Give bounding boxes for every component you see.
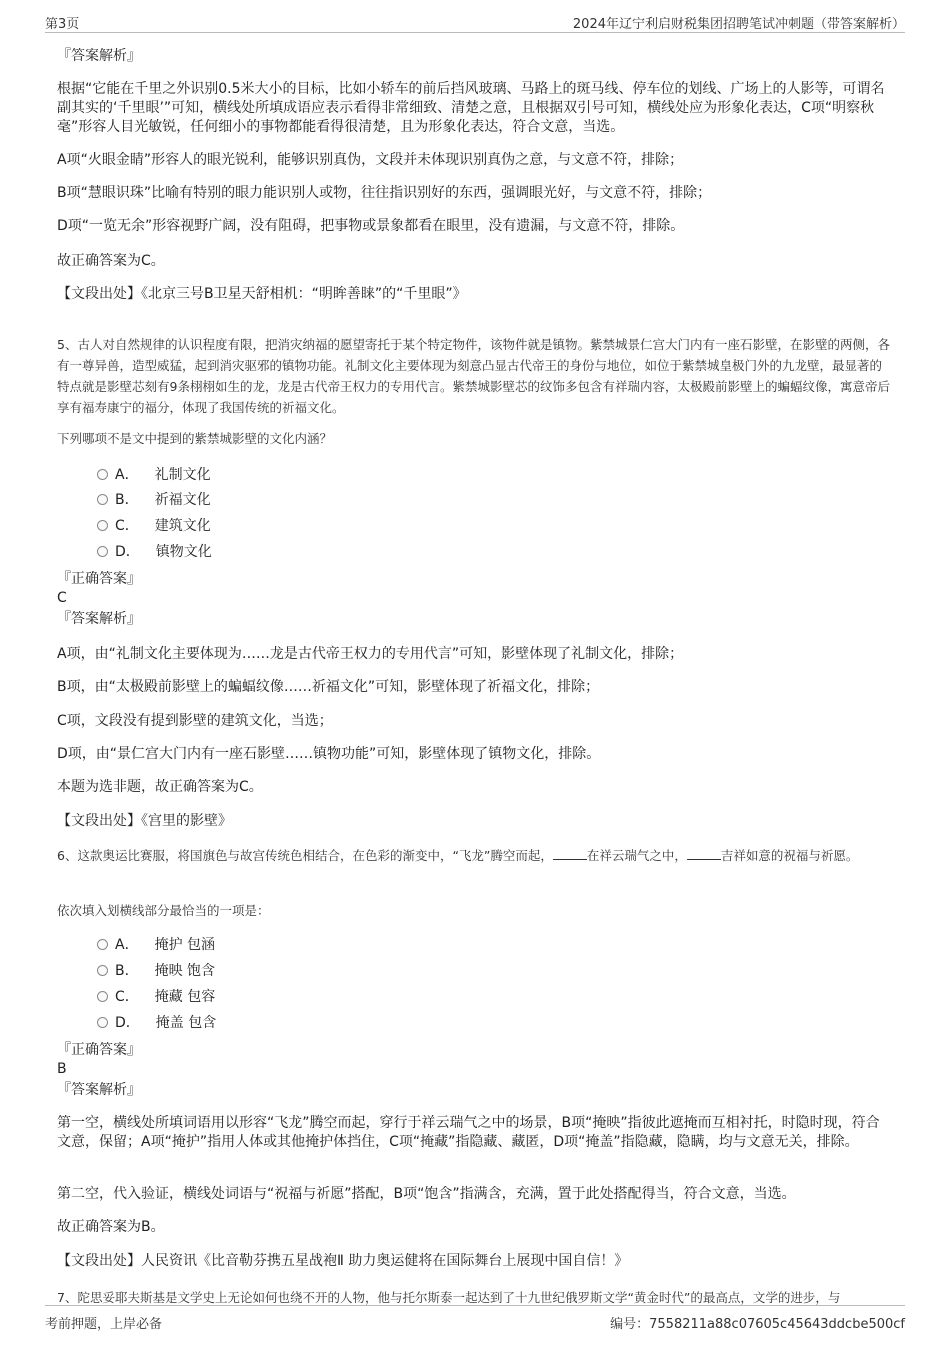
- q5-stem: 5、古人对自然规律的认识程度有限，把消灾纳福的愿望寄托于某个特定物件，该物件就是镇物。紫禁城景仁宫大门内有一座石影壁，在影壁的两侧，各有一尊异兽，造型威猛，起到消灾驱邪的镇物功能。礼制文化主要体现为刻意凸显古代帝王的身份与地位，如位于紫禁城皇极门外的九龙壁，最显著的特点就是影壁芯刻有9条栩栩如生的龙，龙是古代帝王权力的专用代言。紫禁城影壁芯的纹饰多包含有祥瑞内容，太极殿前影壁上的蝙蝠纹像，寓意帝后享有福寿康宁的福分，体现了我国传统的祈福文化。: [57, 337, 890, 415]
- q5-answer: C: [57, 590, 67, 606]
- radio-icon[interactable]: [97, 546, 108, 557]
- q5-option-c[interactable]: C． 建筑文化: [97, 516, 211, 536]
- q6-answer: B: [57, 1061, 67, 1077]
- q6-analysis-first-blank: 第一空，横线处所填词语用以形容“飞龙”腾空而起，穿行于祥云瑞气之中的场景，B项“掩映”指彼此遮掩而互相衬托，时隐时现，符合文意，保留；A项“掩护”指用人体或其他掩护体挡住，C项“掩藏”指隐藏、藏匿，D项“掩盖”指隐藏，隐瞒，均与文意无关，排除。: [57, 1115, 880, 1150]
- q5-source: 【文段出处】《宫里的影壁》: [57, 813, 232, 829]
- radio-icon[interactable]: [97, 520, 108, 531]
- radio-icon[interactable]: [97, 1017, 108, 1028]
- q5-option-a[interactable]: A． 礼制文化: [97, 465, 211, 485]
- q5-analysis-label: 『答案解析』: [57, 611, 141, 627]
- q6-option-b[interactable]: B． 掩映 饱含: [97, 961, 215, 981]
- q5-option-b[interactable]: B． 祈福文化: [97, 490, 211, 510]
- q4-source: 【文段出处】《北京三号B卫星天舒相机：“明眸善睐”的“千里眼”》: [57, 286, 467, 302]
- q6-question: 依次填入划横线部分最恰当的一项是：: [57, 903, 270, 918]
- q6-option-d[interactable]: D． 掩盖 包含: [97, 1013, 216, 1033]
- q6-option-c[interactable]: C． 掩藏 包容: [97, 987, 215, 1007]
- radio-icon[interactable]: [97, 494, 108, 505]
- document-title: 2024年辽宁利启财税集团招聘笔试冲刺题（带答案解析）: [572, 17, 905, 32]
- document-code: 编号：7558211a88c07605c45643ddcbe500cf: [610, 1317, 905, 1332]
- q6-conclusion: 故正确答案为B。: [57, 1219, 165, 1235]
- q5-analysis-b: B项，由“太极殿前影壁上的蝙蝠纹像……祈福文化”可知，影壁体现了祈福文化，排除；: [57, 679, 600, 695]
- radio-icon[interactable]: [97, 469, 108, 480]
- q5-analysis-d: D项，由“景仁宫大门内有一座石影壁……镇物功能”可知，影壁体现了镇物文化，排除。: [57, 746, 601, 762]
- q4-analysis-p4: D项“一览无余”形容视野广阔，没有阻碍，把事物或景象都看在眼里，没有遗漏，与文意不符，排除。: [57, 218, 685, 234]
- q5-answer-label: 『正确答案』: [57, 571, 141, 587]
- footer-slogan: 考前押题，上岸必备: [45, 1317, 163, 1332]
- q4-analysis-p3: B项“慧眼识珠”比喻有特别的眼力能识别人或物，往往指识别好的东西，强调眼光好，与文意不符，排除；: [57, 185, 712, 201]
- q4-analysis-label: 『答案解析』: [57, 48, 141, 64]
- q6-analysis-label: 『答案解析』: [57, 1082, 141, 1098]
- radio-icon[interactable]: [97, 991, 108, 1002]
- radio-icon[interactable]: [97, 939, 108, 950]
- fill-blank-2: [687, 847, 721, 860]
- q6-answer-label: 『正确答案』: [57, 1042, 141, 1058]
- q5-conclusion: 本题为选非题，故正确答案为C。: [57, 779, 263, 795]
- q4-analysis-p1: 根据“它能在千里之外识别0.5米大小的目标，比如小轿车的前后挡风玻璃、马路上的斑马线、停车位的划线、广场上的人影等，可谓名副其实的‘千里眼’”可知，横线处所填成语应表示看得非常细致、清楚之意，且根据双引号可知，横线处应为形象化表达，C项“明察秋毫”形容人目光敏锐，任何细小的事物都能看得很清楚，且为形象化表达，符合文意，当选。: [57, 81, 885, 135]
- q4-conclusion: 故正确答案为C。: [57, 253, 165, 269]
- page-footer: [45, 1305, 905, 1334]
- q5-question: 下列哪项不是文中提到的紫禁城影壁的文化内涵？: [57, 431, 333, 446]
- q5-option-d[interactable]: D． 镇物文化: [97, 542, 212, 562]
- q6-option-a[interactable]: A． 掩护 包涵: [97, 935, 215, 955]
- fill-blank-1: [553, 847, 587, 860]
- q4-analysis-p2: A项“火眼金睛”形容人的眼光锐利，能够识别真伪，文段并未体现识别真伪之意，与文意不符，排除；: [57, 152, 684, 168]
- q6-stem: 6、这款奥运比赛服，将国旗色与故宫传统色相结合，在色彩的渐变中，“飞龙”腾空而起， 在祥云瑞气之中， 吉祥如意的祝福与祈愿。: [57, 848, 859, 863]
- q5-analysis-a: A项，由“礼制文化主要体现为……龙是古代帝王权力的专用代言”可知，影壁体现了礼制文化，排除；: [57, 646, 684, 662]
- q6-source: 【文段出处】人民资讯《比音勒芬携五星战袍Ⅱ 助力奥运健将在国际舞台上展现中国自信！》: [57, 1253, 629, 1269]
- page-number: 第3页: [45, 17, 80, 32]
- q7-stem: 7、陀思妥耶夫斯基是文学史上无论如何也绕不开的人物，他与托尔斯泰一起达到了十九世纪俄罗斯文学“黄金时代”的最高点，文学的进步，与: [57, 1290, 841, 1305]
- q6-analysis-second-blank: 第二空，代入验证，横线处词语与“祝福与祈愿”搭配，B项“饱含”指满含，充满，置于此处搭配得当，符合文意，当选。: [57, 1186, 796, 1202]
- q5-analysis-c: C项，文段没有提到影壁的建筑文化，当选；: [57, 713, 333, 729]
- radio-icon[interactable]: [97, 965, 108, 976]
